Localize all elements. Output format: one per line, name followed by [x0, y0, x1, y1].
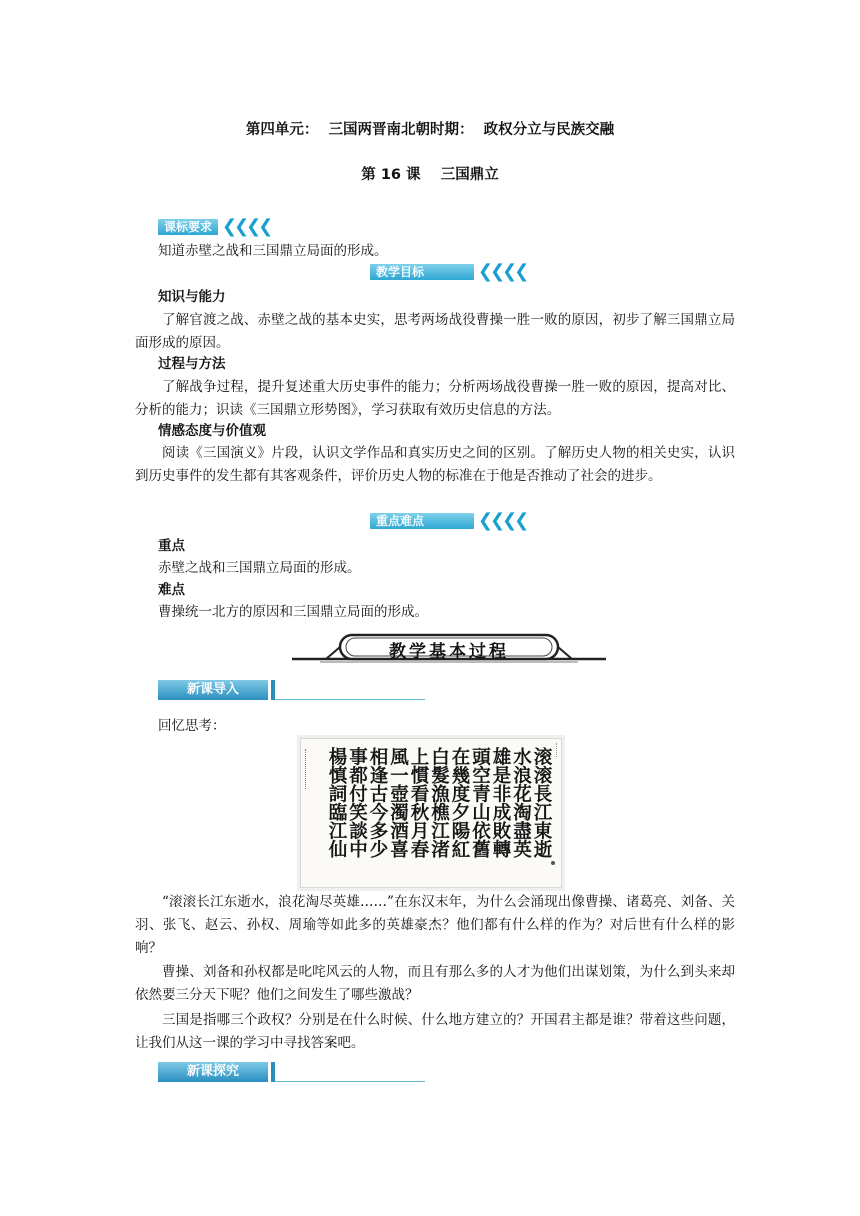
key-text: 赤壁之战和三国鼎立局面的形成。: [158, 560, 361, 576]
knowledge-heading: 知识与能力: [158, 289, 226, 305]
objectives-badge: [370, 263, 526, 281]
emotion-text: 阅读《三国演义》片段，认识文学作品和真实历史之间的区别。了解历史人物的相关史实，认识到历史事件的发生都有其客观条件，评价历史人物的标准在于他是否推动了社会的进步。: [135, 445, 735, 484]
calligraphy-column: 事都付笑談中: [346, 747, 368, 858]
calligraphy-inscription: [305, 749, 312, 789]
curriculum-badge: [158, 218, 270, 236]
calligraphy-column: 上慣看秋月春: [408, 747, 429, 858]
calligraphy-column: 白髮漁樵江渚: [428, 747, 450, 858]
calligraphy-column: 滚滚長江東逝: [531, 747, 552, 858]
difficult-text: 曹操统一北方的原因和三国鼎立局面的形成。: [158, 604, 428, 620]
calligraphy-column: 楊慎詞臨江仙: [326, 747, 347, 858]
process-banner: [290, 632, 608, 664]
recall-label: 回忆思考：: [158, 718, 226, 734]
key-heading: 重点: [158, 538, 185, 554]
process-text: 了解战争过程，提升复述重大历史事件的能力；分析两场战役曹操一胜一败的原因，提高对比、分析的能力；识读《三国鼎立形势图》，学习获取有效历史信息的方法。: [135, 379, 735, 418]
section-intro-label: 新课导入: [158, 680, 268, 700]
objectives-badge-label: 教学目标: [370, 264, 474, 280]
calligraphy-column: 水浪花淘盡英: [510, 747, 532, 858]
chevrons-icon: ❮❮❮❮: [478, 510, 527, 531]
calligraphy-column: 風一壺濁酒喜: [387, 747, 409, 858]
calligraphy-column: 雄是非成敗轉: [490, 747, 511, 858]
curriculum-badge-label: 课标要求: [158, 219, 218, 235]
section-stripe: [271, 1062, 275, 1082]
difficult-heading: 难点: [158, 582, 185, 598]
section-explore: [158, 1062, 428, 1084]
section-underline: [275, 699, 425, 700]
calligraphy-column: 相逢古今多少: [367, 747, 388, 858]
section-stripe: [271, 680, 275, 700]
key-points-badge: [370, 512, 526, 530]
calligraphy-column: 在幾度夕陽紅: [449, 747, 470, 858]
key-points-badge-label: 重点难点: [370, 513, 474, 529]
seal-dot: [551, 861, 555, 865]
calligraphy-image: [300, 738, 562, 888]
calligraphy-column: 頭空青山依舊: [469, 747, 491, 858]
banner-title: 教学基本过程: [389, 642, 509, 662]
seal-mark: [551, 743, 557, 757]
intro-paragraph-3: 三国是指哪三个政权？分别是在什么时候、什么地方建立的？开国君主都是谁？带着这些问题，让我们从这一课的学习中寻找答案吧。: [135, 1012, 735, 1051]
section-explore-label: 新课探究: [158, 1062, 268, 1082]
knowledge-text: 了解官渡之战、赤壁之战的基本史实，思考两场战役曹操一胜一败的原因，初步了解三国鼎立局面形成的原因。: [135, 312, 735, 351]
intro-paragraph-2: 曹操、刘备和孙权都是叱咤风云的人物，而且有那么多的人才为他们出谋划策，为什么到头来却依然要三分天下呢？他们之间发生了哪些激战？: [135, 964, 735, 1003]
section-intro: [158, 680, 428, 702]
lesson-title: 第 16 课 三国鼎立: [361, 167, 499, 183]
chevrons-icon: ❮❮❮❮: [222, 216, 271, 237]
unit-title: 第四单元： 三国两晋南北朝时期： 政权分立与民族交融: [245, 122, 615, 138]
emotion-heading: 情感态度与价值观: [158, 423, 266, 439]
process-heading: 过程与方法: [158, 356, 226, 372]
curriculum-text: 知道赤壁之战和三国鼎立局面的形成。: [158, 243, 388, 259]
section-underline: [275, 1081, 425, 1082]
chevrons-icon: ❮❮❮❮: [478, 261, 527, 282]
intro-paragraph-1: “滚滚长江东逝水，浪花淘尽英雄……”在东汉末年，为什么会涌现出像曹操、诸葛亮、刘备、关羽、张飞、赵云、孙权、周瑜等如此多的英雄豪杰？他们都有什么样的作为？对后世有什么样的影响？: [135, 894, 735, 956]
